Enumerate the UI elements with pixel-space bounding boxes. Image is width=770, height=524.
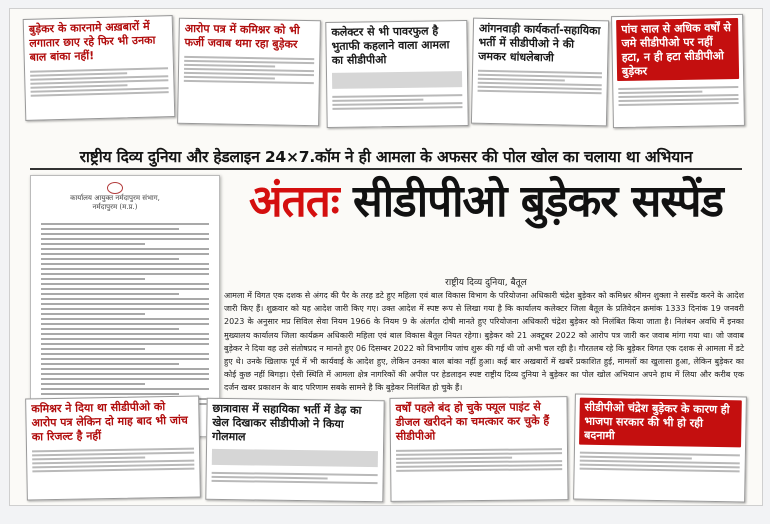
clipping-top-3 — [325, 20, 468, 128]
clipping-headline: छात्रावास में सहायिका भर्ती में डेढ़ का खेल दिखाकर सीडीपीओ ने किया गोलमाल — [212, 401, 362, 444]
clipping-headline: सीडीपीओ चंद्रेश बुड़ेकर के कारण ही भाजपा सरकार की भी हो रही बदनामी — [579, 398, 742, 448]
clipping-headline: आरोप पत्र में कमिश्नर को भी फर्जी जवाब थमा रहा बुड़ेकर — [184, 21, 300, 51]
letter-header: कार्यालय आयुक्त नर्मदापुरम संभाग, नर्मदापुरम (म.प्र.) — [70, 194, 160, 211]
clipping-top-1 — [23, 15, 176, 121]
clipping-headline: आंगनवाड़ी कार्यकर्ता-सहायिका भर्ती में सीडीपीओ ने की जमकर धांधलेबाजी — [478, 21, 601, 65]
headline-part2: सीडीपीओ बुड़ेकर सस्पेंड — [353, 176, 723, 227]
strapline: राष्ट्रीय दिव्य दुनिया और हेडलाइन 24×7.कॉम ने ही आमला के अफसर की पोल खोल का चलाया था अभियान — [79, 148, 693, 166]
article-body: आमला में विगत एक दशक से अंगद की पैर के तरह डटे हुए महिला एवं बाल विकास विभाग के परियोजना अधिकारी चंद्रेश बुड़ेकर को कमिश्नर श्रीमन शुक्ला ने सस्पेंड करने के आदेश जारी किए हैं। शुक्रवार को यह आदेश जारी किए गए। उक्त आदेश में स्पष्ट रूप से लिखा गया है कि कार्यालय कलेक्टर जिला बैतूल के प्रतिवेदन क्रमांक 1333 दिनांक 19 जनवरी 2023 के अनुसार मप्र सिविल सेवा नियम 1966 के नियम 9 के अंतर्गत दोषी मानते हुए परियोजना अधिकारी चंद्रेश बुड़ेकर को निलंबित किया जाता है। निलंबन अवधि में इनका मुख्यालय कार्यालय जिला कार्यक्रम अधिकारी महिला एवं बाल विकास बैतूल नियत रहेगा। बुड़ेकर को 21 अक्टूबर 2022 को आरोप पत्र जारी कर जवाब मांगा गया था। जो जवाब बुड़ेकर ने दिया वह उसे संतोषप्रद न मानते हुए 06 दिसम्बर 2022 को विभागीय जांच शुरू की गई थी जो अभी चल रही है। गौरतलब रहे कि बुड़ेकर विगत एक दशक से आमला में डटे हुए थे। उनके खिलाफ पूर्व में भी कार्यवाई के आदेश हुए, लेकिन उनका बाल बांका नहीं हुआ। कई बार अखबारों में खबरें प्रकाशित हुई, मामलों का खुलासा हुआ, लेकिन बुड़ेकर का कोई कुछ नहीं बिगड़ा। ऐसी स्थिति में आमला क्षेत्र नागरिकों की अपील पर हेडलाइन स्पष्ट राष्ट्रीय दिव्य दुनिया ने बुड़ेकर का पोल खोल अभियान अपने हाथ में लिया और करीब एक दर्जन खबर प्रकाशन के बाद परिणाम सबके सामने है कि बुड़ेकर निलंबित हो चुके हैं। — [224, 291, 744, 393]
clipping-headline: बुड़ेकर के कारनामे अख़बारों में लगातार छाए रहे फिर भी उनका बाल बांका नहीं! — [28, 19, 156, 64]
clipping-top-2 — [177, 18, 321, 126]
clipping-bottom-2 — [205, 398, 384, 502]
main-headline — [224, 175, 748, 229]
clipping-top-5 — [611, 14, 745, 128]
dateline: राष्ट्रीय दिव्य दुनिया, बैतूल — [445, 278, 527, 288]
clipping-bottom-3 — [389, 396, 568, 502]
clipping-bottom-1 — [25, 395, 201, 500]
clipping-top-4 — [471, 18, 609, 127]
newspaper-collage — [9, 8, 763, 506]
clipping-headline: पांच साल से अधिक वर्षों से जमे सीडीपीओ पर नहीं हटा, न ही हटा सीडीपीओ बुड़ेकर — [616, 18, 739, 81]
emblem-icon — [107, 182, 123, 194]
clipping-headline: वर्षों पहले बंद हो चुके फ्यूल पाइंट से डीजल खरीदने का चमत्कार कर चुके हैं सीडीपीओ — [395, 400, 550, 443]
clipping-headline: कमिश्नर ने दिया था सीडीपीओ को आरोप पत्र लेकिन दो माह बाद भी जांच का रिजल्ट है नहीं — [31, 400, 188, 444]
clipping-headline: कलेक्टर से भी पावरफुल है भुताफी कहलाने वाला आमला का सीडीपीओ — [331, 24, 450, 67]
divider — [30, 168, 742, 170]
clipping-bottom-4 — [573, 394, 747, 503]
headline-part1: अंततः — [249, 176, 339, 227]
